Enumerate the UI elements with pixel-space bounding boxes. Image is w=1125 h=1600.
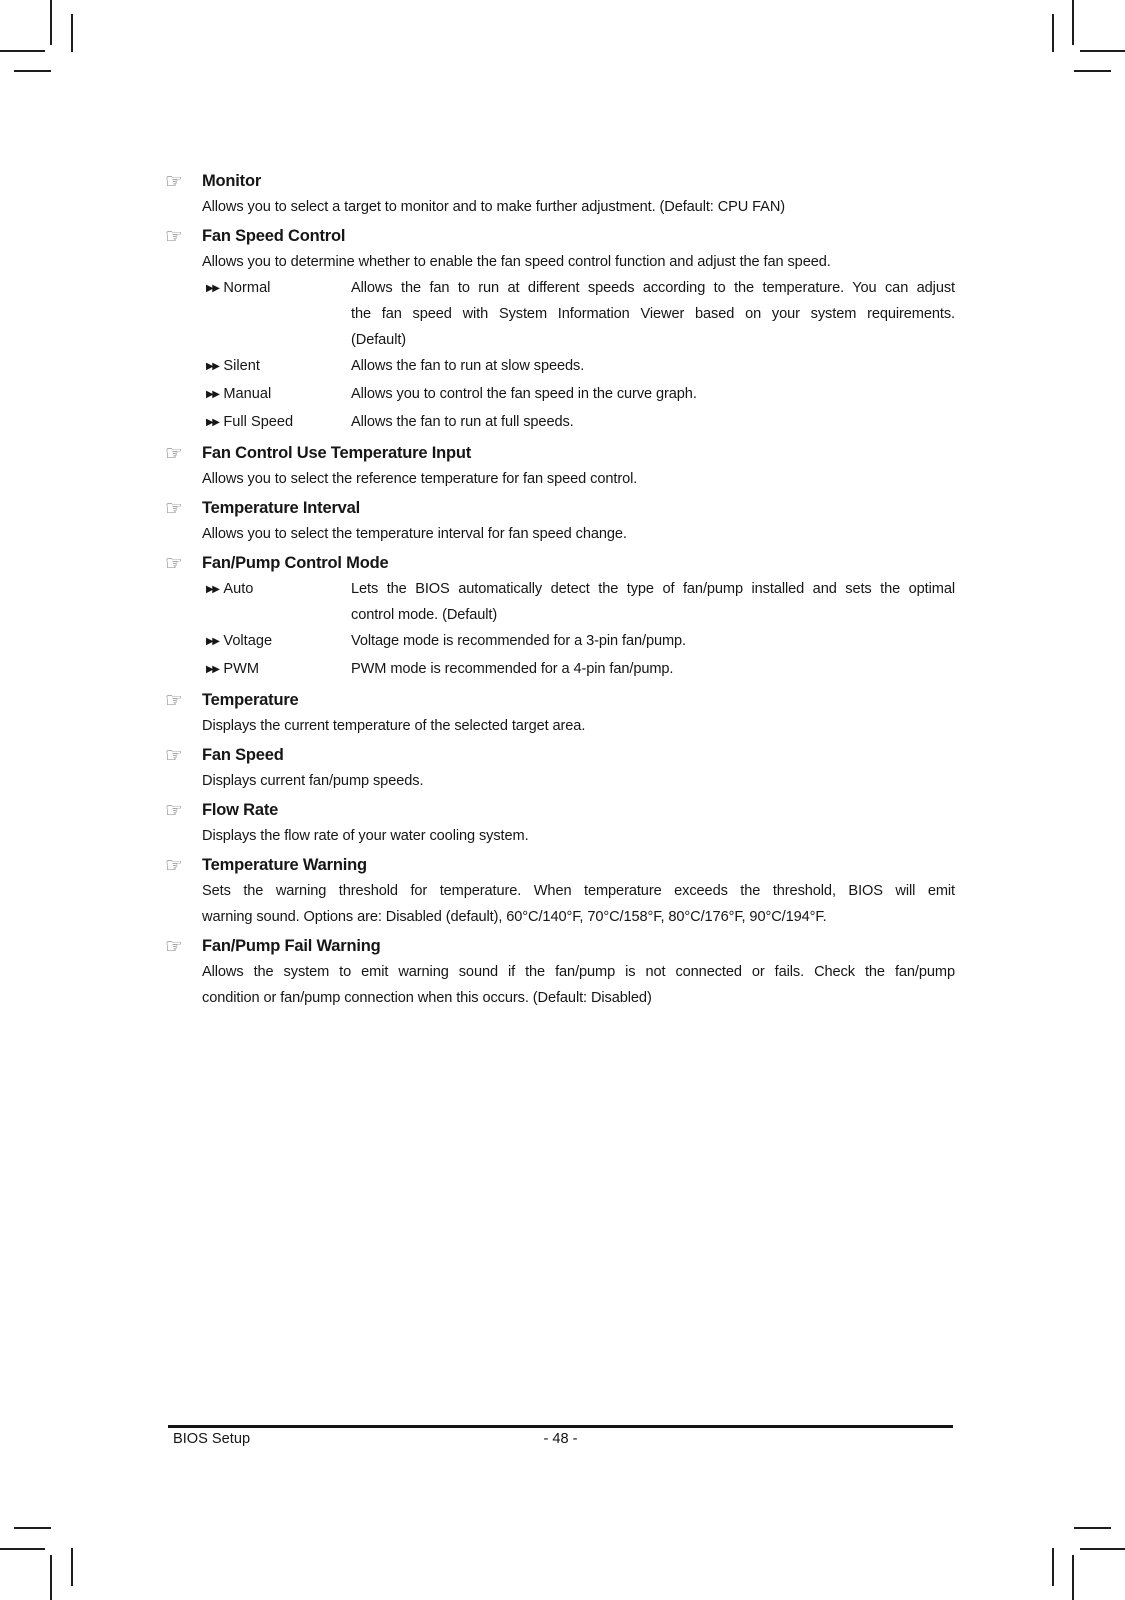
crop-mark — [1074, 1527, 1111, 1529]
crop-mark — [1072, 0, 1074, 45]
section-fan-speed-control — [165, 223, 955, 437]
section-temperature-interval — [165, 495, 955, 547]
crop-mark — [1080, 1548, 1125, 1550]
section-temperature-warning — [165, 852, 955, 930]
option-row-manual — [202, 381, 955, 409]
crop-mark — [1052, 1548, 1054, 1586]
option-label: PWM — [223, 661, 260, 677]
double-arrow-icon: ▶▶ — [206, 664, 219, 675]
section-monitor — [165, 168, 955, 220]
crop-mark — [1052, 14, 1054, 52]
section-text: Allows you to select the temperature interval for fan speed change. — [202, 526, 627, 542]
pointing-hand-icon: ☞ — [165, 853, 183, 877]
option-label: Full Speed — [223, 414, 294, 430]
section-fan-pump-control-mode — [165, 550, 955, 684]
double-arrow-icon: ▶▶ — [206, 361, 219, 372]
crop-mark — [0, 50, 45, 52]
footer-section-label: BIOS Setup — [173, 1431, 251, 1447]
pointing-hand-icon: ☞ — [165, 688, 183, 712]
double-arrow-icon: ▶▶ — [206, 283, 219, 294]
section-fan-control-use-temperature-input — [165, 440, 955, 492]
crop-mark — [71, 1548, 73, 1586]
option-row-pwm — [202, 656, 955, 684]
section-text: Sets the warning threshold for temperature. When temperature exceeds the threshold, BIOS will emit — [202, 883, 955, 899]
crop-mark — [50, 1555, 52, 1600]
pointing-hand-icon: ☞ — [165, 224, 183, 248]
pointing-hand-icon: ☞ — [165, 441, 183, 465]
section-temperature — [165, 687, 955, 739]
option-desc-line: (Default) — [351, 332, 407, 348]
section-title: Flow Rate — [202, 801, 279, 819]
crop-mark — [71, 14, 73, 52]
section-fan-pump-fail-warning — [165, 933, 955, 1011]
double-arrow-icon: ▶▶ — [206, 417, 219, 428]
page-number: - 48 - — [543, 1431, 578, 1447]
pointing-hand-icon: ☞ — [165, 798, 183, 822]
crop-mark — [0, 1548, 45, 1550]
option-label: Manual — [223, 386, 272, 402]
option-desc-line: Voltage mode is recommended for a 3-pin fan/pump. — [351, 633, 687, 649]
section-title: Monitor — [202, 172, 262, 190]
option-row-silent — [202, 353, 955, 381]
section-title: Fan Speed Control — [202, 227, 346, 245]
option-label: Voltage — [223, 633, 273, 649]
pointing-hand-icon: ☞ — [165, 934, 183, 958]
option-desc-line: Allows you to control the fan speed in the curve graph. — [351, 386, 697, 402]
section-text: Displays the current temperature of the selected target area. — [202, 718, 586, 734]
crop-mark — [14, 70, 51, 72]
option-row-normal — [202, 275, 955, 353]
option-desc-line: control mode. (Default) — [351, 607, 498, 623]
section-text: Allows you to determine whether to enable the fan speed control function and adjust the fan speed. — [202, 254, 831, 270]
section-text: Allows you to select a target to monitor and to make further adjustment. (Default: CPU FAN) — [202, 199, 786, 215]
pointing-hand-icon: ☞ — [165, 743, 183, 767]
option-desc-line: Allows the fan to run at full speeds. — [351, 414, 574, 430]
option-label: Normal — [223, 280, 271, 296]
section-text: warning sound. Options are: Disabled (default), 60°C/140°F, 70°C/158°F, 80°C/176°F, 90°C/194°F. — [202, 909, 827, 925]
section-text: Allows the system to emit warning sound if the fan/pump is not connected or fails. Check the fan/pump — [202, 964, 955, 980]
option-desc-line: PWM mode is recommended for a 4-pin fan/pump. — [351, 661, 674, 677]
section-title: Fan/Pump Fail Warning — [202, 937, 381, 955]
option-row-voltage — [202, 628, 955, 656]
section-flow-rate — [165, 797, 955, 849]
pointing-hand-icon: ☞ — [165, 169, 183, 193]
pointing-hand-icon: ☞ — [165, 551, 183, 575]
double-arrow-icon: ▶▶ — [206, 636, 219, 647]
crop-mark — [1074, 70, 1111, 72]
crop-mark — [1080, 50, 1125, 52]
page-footer — [168, 1425, 953, 1450]
pointing-hand-icon: ☞ — [165, 496, 183, 520]
option-desc-line: Lets the BIOS automatically detect the type of fan/pump installed and sets the optimal — [351, 581, 955, 597]
page-content — [165, 168, 955, 1011]
section-text: Displays current fan/pump speeds. — [202, 773, 424, 789]
double-arrow-icon: ▶▶ — [206, 584, 219, 595]
section-title: Fan Control Use Temperature Input — [202, 444, 472, 462]
option-desc-line: Allows the fan to run at slow speeds. — [351, 358, 585, 374]
section-text: condition or fan/pump connection when this occurs. (Default: Disabled) — [202, 990, 652, 1006]
option-row-full-speed — [202, 409, 955, 437]
crop-mark — [50, 0, 52, 45]
option-desc-line: the fan speed with System Information Viewer based on your system requirements. — [351, 306, 955, 322]
section-title: Temperature — [202, 691, 299, 709]
section-text: Allows you to select the reference temperature for fan speed control. — [202, 471, 638, 487]
double-arrow-icon: ▶▶ — [206, 389, 219, 400]
option-row-auto — [202, 576, 955, 628]
option-label: Silent — [223, 358, 260, 374]
section-title: Fan/Pump Control Mode — [202, 554, 389, 572]
crop-mark — [1072, 1555, 1074, 1600]
option-desc-line: Allows the fan to run at different speeds according to the temperature. You can adjust — [351, 280, 955, 296]
option-label: Auto — [223, 581, 254, 597]
section-title: Temperature Interval — [202, 499, 361, 517]
section-title: Temperature Warning — [202, 856, 367, 874]
crop-mark — [14, 1527, 51, 1529]
section-fan-speed — [165, 742, 955, 794]
section-title: Fan Speed — [202, 746, 284, 764]
section-text: Displays the flow rate of your water cooling system. — [202, 828, 529, 844]
